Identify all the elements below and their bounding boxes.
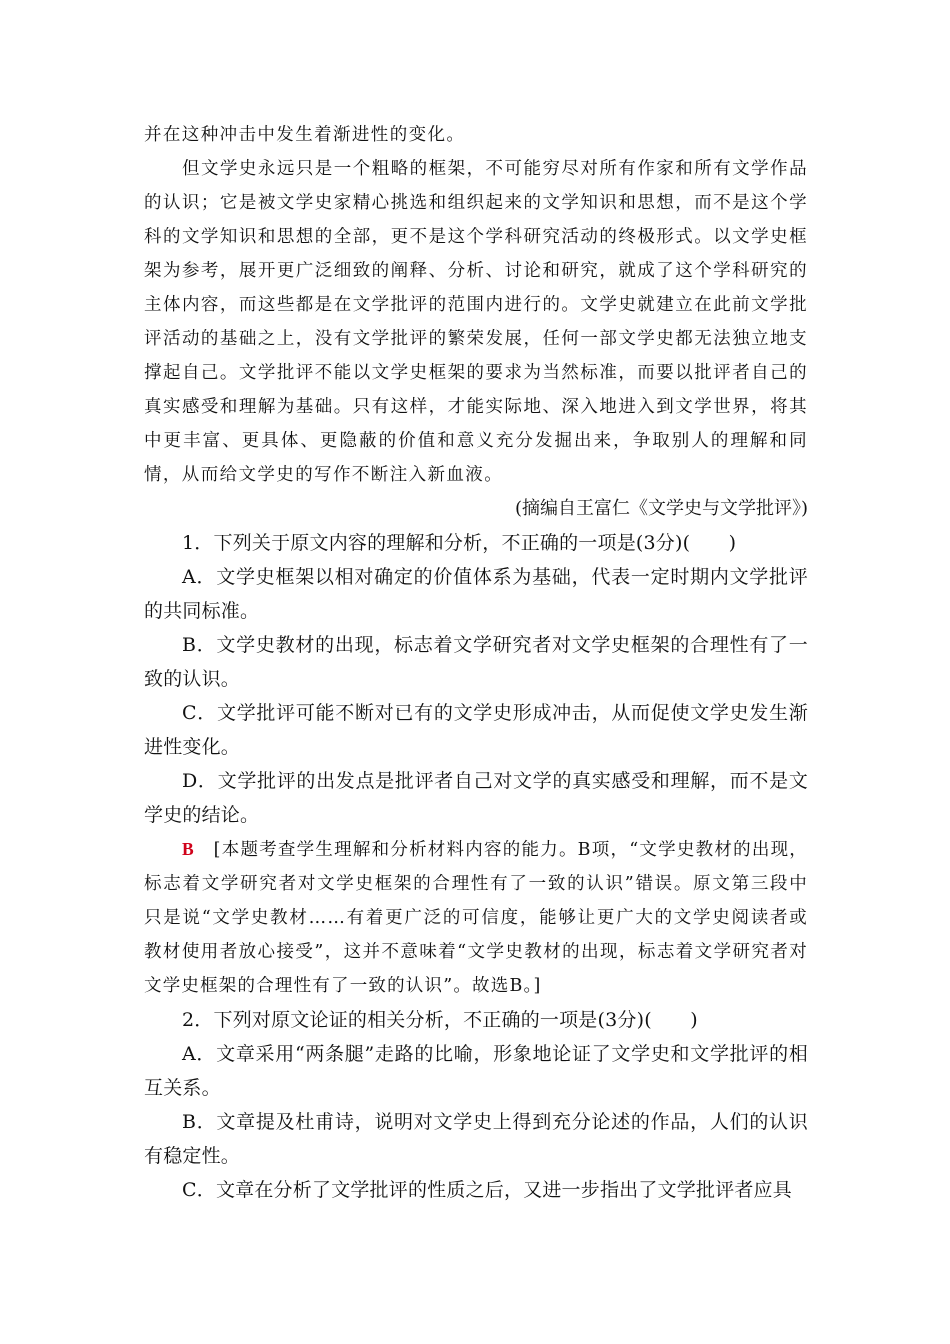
passage-paragraph: 但文学史永远只是一个粗略的框架，不可能穷尽对所有作家和所有文学作品的认识；它是被文学史家精心挑选和组织起来的文学知识和思想，而不是这个学科的文学知识和思想的全部，更不是这个学科研究活动的终极形式。以文学史框架为参考，展开更广泛细致的阐释、分析、讨论和研究，就成了这个学科研究的主体内容，而这些都是在文学批评的范围内进行的。文学史就建立在此前文学批评活动的基础之上，没有文学批评的繁荣发展，任何一部文学史都无法独立地支撑起自己。文学批评不能以文学史框架的要求为当然标准，而要以批评者自己的真实感受和理解为基础。只有这样，才能实际地、深入地进入到文学世界，将其中更丰富、更具体、更隐蔽的价值和意义充分发掘出来，争取别人的理解和同情，从而给文学史的写作不断注入新血液。 bbox=[144, 159, 808, 485]
question-2-option-a: A．文章采用“两条腿”走路的比喻，形象地论证了文学史和文学批评的相互关系。 bbox=[144, 1043, 808, 1099]
question-1-option-c: C．文学批评可能不断对已有的文学史形成冲击，从而促使文学史发生渐进性变化。 bbox=[144, 702, 808, 758]
passage-line-carry: 并在这种冲击中发生着渐进性的变化。 bbox=[144, 125, 466, 145]
question-2-stem: 2．下列对原文论证的相关分析，不正确的一项是(3分)( ) bbox=[182, 1009, 698, 1031]
answer-letter: B bbox=[182, 839, 195, 859]
document-page bbox=[144, 118, 808, 1207]
question-1-answer bbox=[144, 832, 808, 1003]
passage-source: (摘编自王富仁《文学史与文学批评》) bbox=[514, 498, 808, 519]
question-1-stem: 1．下列关于原文内容的理解和分析，不正确的一项是(3分)( ) bbox=[182, 532, 737, 554]
answer-explanation: [本题考查学生理解和分析材料内容的能力。B项，“文学史教材的出现，标志着文学研究者对文学史框架的合理性有了一致的认识”错误。原文第三段中只是说“文学史教材……有着更广泛的可信度，能够让更广大的文学史阅读者或教材使用者放心接受”，这并不意味着“文学史教材的出现，标志着文学研究者对文学史框架的合理性有了一致的认识”。故选B。] bbox=[144, 840, 809, 996]
question-1 bbox=[144, 526, 808, 1003]
question-2 bbox=[144, 1003, 808, 1207]
question-1-option-b: B．文学史教材的出现，标志着文学研究者对文学史框架的合理性有了一致的认识。 bbox=[144, 634, 808, 690]
question-1-option-a: A．文学史框架以相对确定的价值体系为基础，代表一定时期内文学批评的共同标准。 bbox=[144, 566, 808, 622]
reading-passage bbox=[144, 118, 808, 526]
question-2-option-b: B．文章提及杜甫诗，说明对文学史上得到充分论述的作品，人们的认识有稳定性。 bbox=[144, 1111, 808, 1167]
question-1-option-d: D．文学批评的出发点是批评者自己对文学的真实感受和理解，而不是文学史的结论。 bbox=[144, 770, 808, 826]
question-2-option-c: C．文章在分析了文学批评的性质之后，又进一步指出了文学批评者应具 bbox=[182, 1179, 792, 1201]
